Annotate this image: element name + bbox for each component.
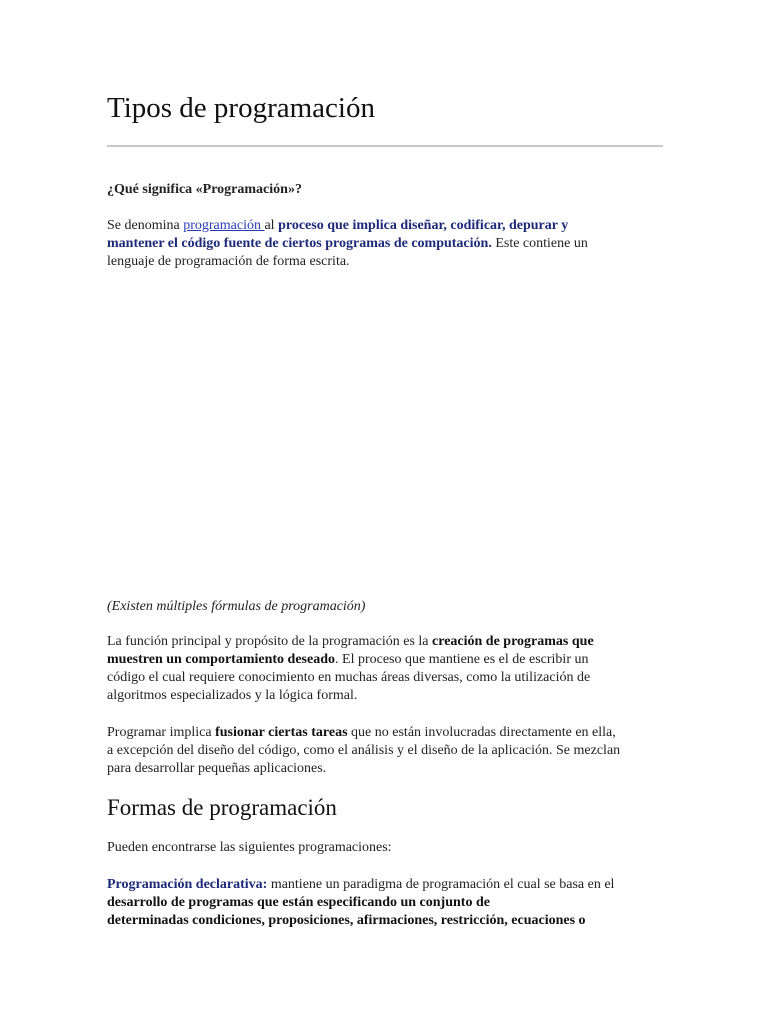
purpose-text-2: . El proceso que mantiene es el de escribir un	[335, 652, 589, 667]
paragraph-intro: Pueden encontrarse las siguientes programaciones:	[107, 840, 392, 855]
paragraph-purpose-line-1	[107, 633, 663, 651]
implies-bold-1: fusionar ciertas tareas	[215, 725, 348, 740]
definition-prefix: Se denomina	[107, 218, 184, 233]
purpose-bold-1: creación de programas que	[432, 634, 594, 649]
paragraph-implies-line-2: a excepción del diseño del código, como el análisis y el diseño de la aplicación. Se mezclan	[107, 743, 621, 758]
declarative-bold-3: determinadas condiciones, proposiciones, afirmaciones, restricción, ecuaciones o	[107, 913, 586, 928]
definition-bold-2: mantener el código fuente de ciertos programas de computación.	[107, 236, 492, 251]
declarative-term: Programación declarativa:	[107, 877, 268, 892]
paragraph-implies-line-3: para desarrollar pequeñas aplicaciones.	[107, 761, 327, 776]
paragraph-definition-line-2	[107, 235, 663, 253]
purpose-bold-2: muestren un comportamiento deseado	[107, 652, 336, 667]
question-heading: ¿Qué significa «Programación»?	[107, 182, 302, 197]
paragraph-purpose-line-4: algoritmos especializados y la lógica formal.	[107, 688, 358, 703]
declarative-bold-2: desarrollo de programas que están especificando un conjunto de	[107, 895, 490, 910]
paragraph-purpose-line-3: código el cual requiere conocimiento en muchas áreas diversas, como la utilización de	[107, 670, 591, 685]
implies-text-1: Programar implica	[107, 725, 216, 740]
paragraph-implies	[107, 724, 663, 778]
paragraph-declarative	[107, 876, 663, 930]
paragraph-declarative-line-3	[107, 912, 663, 930]
purpose-text-1: La función principal y propósito de la programación es la	[107, 634, 433, 649]
paragraph-definition	[107, 217, 663, 271]
programacion-link[interactable]: programación	[183, 218, 265, 233]
section-heading: Formas de programación	[107, 795, 337, 820]
paragraph-definition-line-3: lenguaje de programación de forma escrita.	[107, 254, 350, 269]
paragraph-implies-line-1	[107, 724, 663, 742]
paragraph-purpose	[107, 633, 663, 705]
implies-text-2: que no están involucradas directamente en ella,	[347, 725, 616, 740]
definition-suffix: Este contiene un	[491, 236, 588, 251]
paragraph-definition-line-1	[107, 217, 663, 235]
page-title: Tipos de programación	[107, 92, 375, 124]
image-caption: (Existen múltiples fórmulas de programación)	[107, 599, 366, 614]
paragraph-declarative-line-1	[107, 876, 663, 894]
declarative-text-1: mantiene un paradigma de programación el cual se basa en el	[267, 877, 615, 892]
title-divider	[107, 145, 663, 147]
definition-bold-1: proceso que implica diseñar, codificar, depurar y	[278, 218, 569, 233]
paragraph-declarative-line-2	[107, 894, 663, 912]
definition-mid: al	[264, 218, 279, 233]
paragraph-purpose-line-2	[107, 651, 663, 669]
